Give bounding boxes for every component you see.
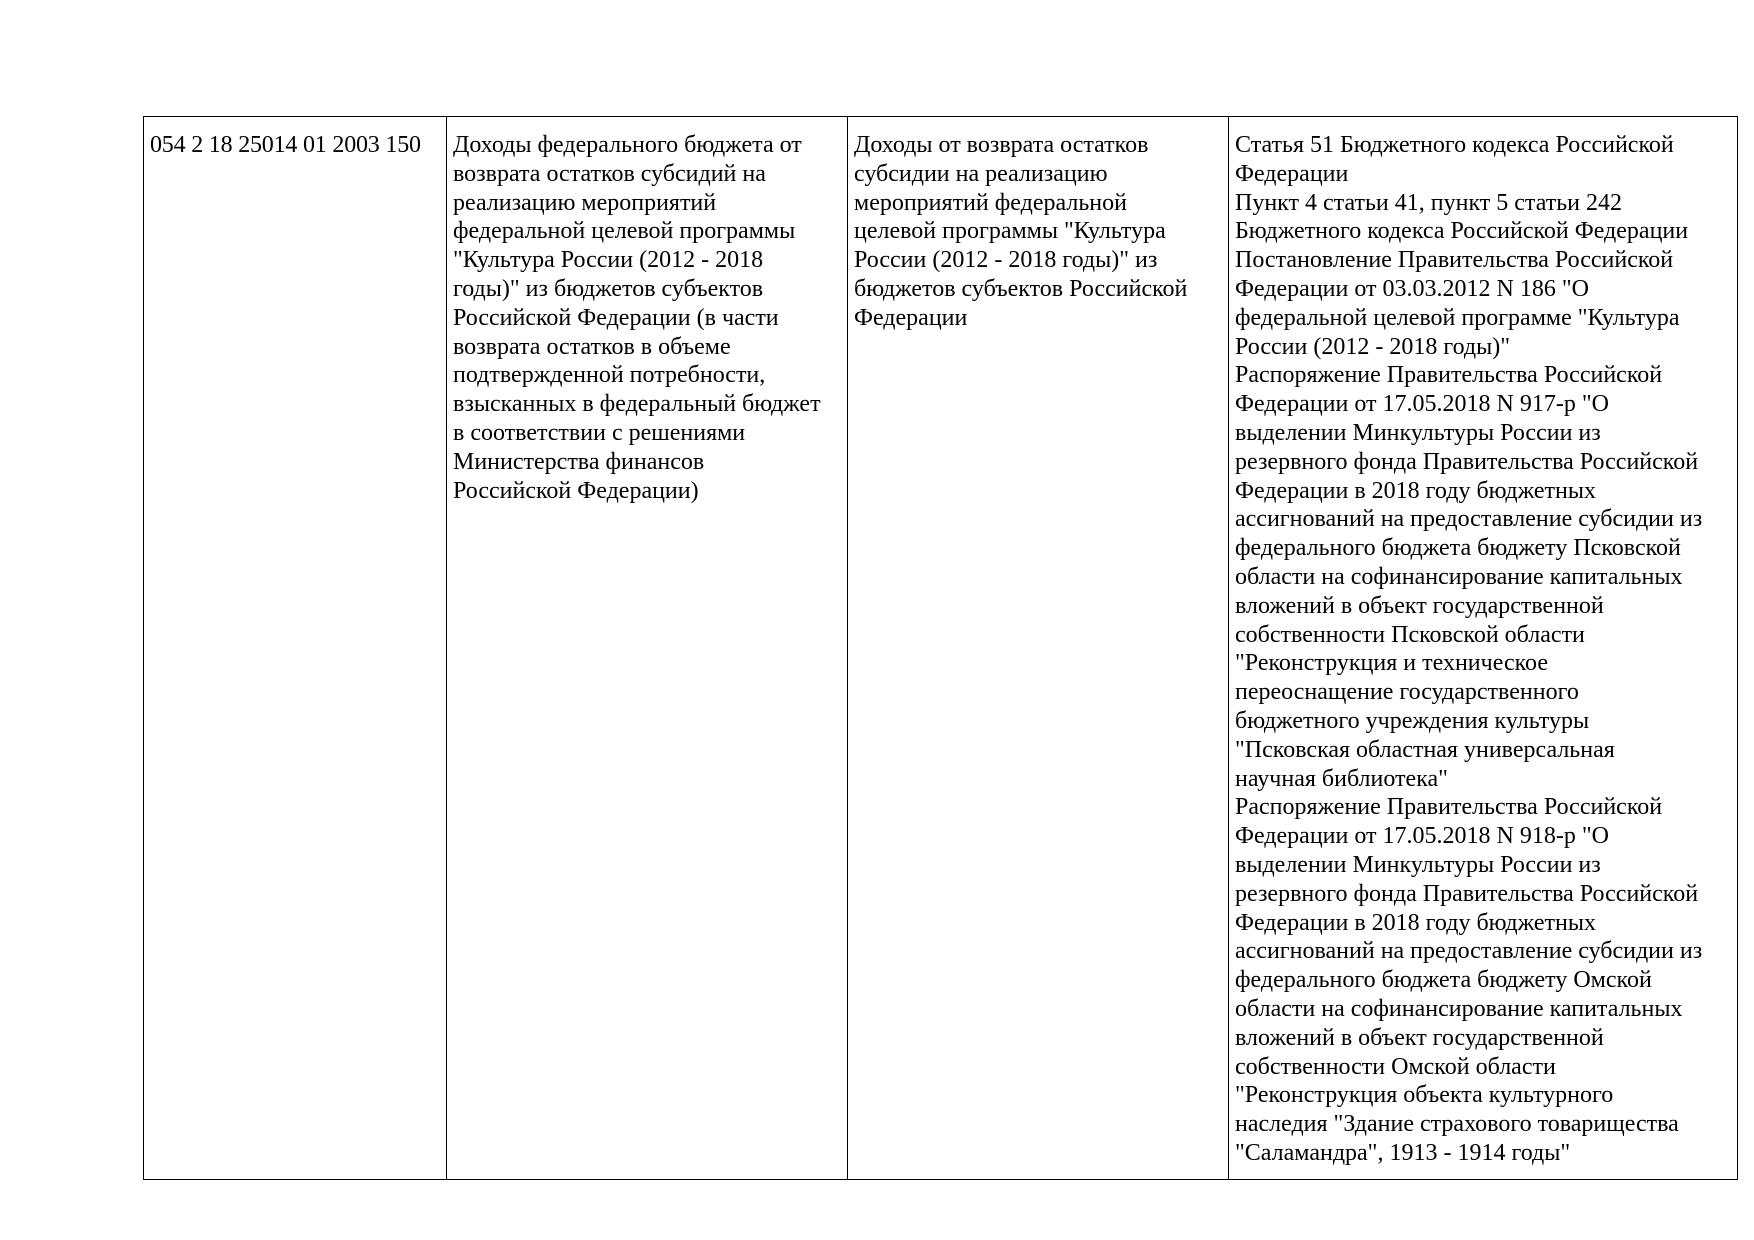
table-row: [144, 117, 1738, 1180]
income-type-name: Доходы федерального бюджета от возврата остатков субсидий на реализацию мероприятий федеральной целевой программы "Культура России (2012 - 2018 годы)" из бюджетов субъектов Российской Федерации (в части возврата остатков в объеме подтвержденной потребности, взысканных в федеральный бюджет в соответствии с решениями Министерства финансов Российской Федерации): [447, 117, 848, 1180]
income-short-name: Доходы от возврата остатков субсидии на реализацию мероприятий федеральной целевой программы "Культура России (2012 - 2018 годы)" из бюджетов субъектов Российской Федерации: [848, 117, 1229, 1180]
budget-classification-code: 054 2 18 25014 01 2003 150: [144, 117, 447, 1180]
legal-basis: Статья 51 Бюджетного кодекса Российской Федерации Пункт 4 статьи 41, пункт 5 статьи 242 Бюджетного кодекса Российской Федерации Постановление Правительства Российской Федерации от 03.03.2012 N 186 "О федеральной целевой программе "Культура России (2012 - 2018 годы)" Распоряжение Правительства Российской Федерации от 17.05.2018 N 917-р "О выделении Минкультуры России из резервного фонда Правительства Российской Федерации в 2018 году бюджетных ассигнований на предоставление субсидии из федерального бюджета бюджету Псковской области на софинансирование капитальных вложений в объект государственной собственности Псковской области "Реконструкция и техническое переоснащение государственного бюджетного учреждения культуры "Псковская областная универсальная научная библиотека" Распоряжение Правительства Российской Федерации от 17.05.2018 N 918-р "О выделении Минкультуры России из резервного фонда Правительства Российской Федерации в 2018 году бюджетных ассигнований на предоставление субсидии из федерального бюджета бюджету Омской области на софинансирование капитальных вложений в объект государственной собственности Омской области "Реконструкция объекта культурного наследия "Здание страхового товарищества "Саламандра", 1913 - 1914 годы": [1229, 117, 1738, 1180]
income-classification-table: [143, 116, 1738, 1180]
